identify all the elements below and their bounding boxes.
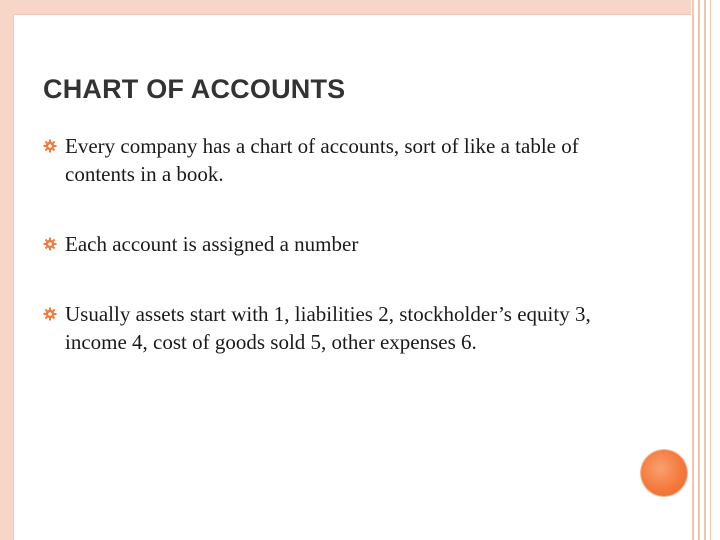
slide-title: CHART OF ACCOUNTS [43,74,346,104]
top-border-band [0,0,720,14]
right-border-line [704,0,706,540]
right-border-line [692,0,694,540]
bullet-list [43,130,633,356]
left-border-band [0,0,13,540]
bullet-text: Each account is assigned a number [65,232,359,256]
bullet-text: Usually assets start with 1, liabilities 2, stockholder’s equity 3, income 4, cost of goods sold 5, other expenses 6. [65,302,591,354]
bullet-item [43,230,633,258]
right-border-line [698,0,700,540]
gear-icon [43,139,57,153]
bullet-item [43,300,633,356]
bullet-item [43,132,633,188]
gear-icon [43,307,57,321]
decorative-circle [641,450,687,496]
gear-icon [43,237,57,251]
bullet-text: Every company has a chart of accounts, sort of like a table of contents in a book. [65,134,579,186]
right-border-line [710,0,711,540]
